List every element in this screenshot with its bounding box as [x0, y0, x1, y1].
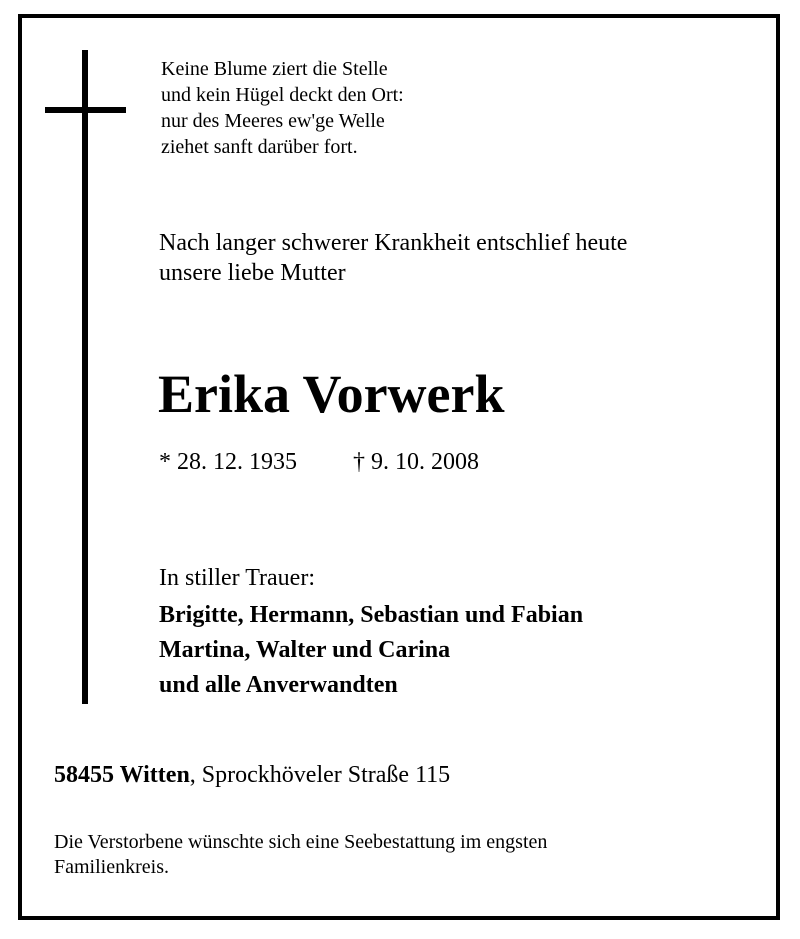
cross-vertical-bar: [82, 50, 88, 704]
note-line: Familienkreis.: [54, 856, 169, 878]
poem-line: und kein Hügel deckt den Ort:: [161, 84, 404, 106]
life-dates: [159, 447, 479, 477]
poem-line: ziehet sanft darüber fort.: [161, 136, 358, 158]
mourner-line: Martina, Walter und Carina: [159, 637, 451, 663]
intro-line: Nach langer schwerer Krankheit entschlief heute: [159, 230, 628, 256]
intro-text: [159, 228, 627, 288]
address-city: 58455 Witten: [54, 762, 190, 788]
poem: [161, 56, 404, 160]
address-street: , Sprockhöveler Straße 115: [189, 762, 451, 788]
mourning-label: In stiller Trauer:: [159, 565, 315, 591]
mourners-list: [159, 598, 583, 703]
mourner-line: Brigitte, Hermann, Sebastian und Fabian: [159, 602, 584, 628]
burial-note: [54, 830, 714, 880]
cross-horizontal-bar: [45, 107, 126, 113]
death-date: † 9. 10. 2008: [353, 449, 479, 475]
poem-line: nur des Meeres ew'ge Welle: [161, 110, 385, 132]
mourner-line: und alle Anverwandten: [159, 672, 398, 698]
poem-line: Keine Blume ziert die Stelle: [161, 58, 388, 80]
intro-line: unsere liebe Mutter: [159, 260, 346, 286]
deceased-name: Erika Vorwerk: [158, 364, 505, 424]
note-line: Die Verstorbene wünschte sich eine Seebestattung im engsten: [54, 831, 548, 853]
birth-date: * 28. 12. 1935: [159, 449, 297, 475]
address: [54, 760, 450, 790]
